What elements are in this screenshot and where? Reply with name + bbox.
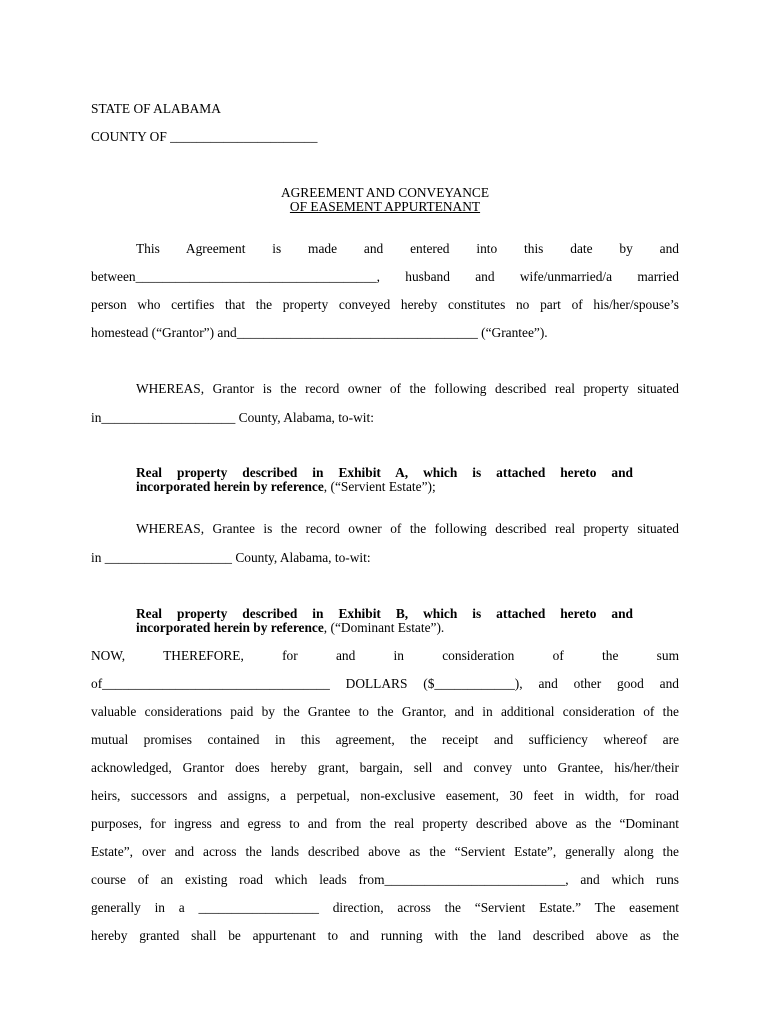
paragraph-4-line-2: of__________________________________ DOLLARS ($____________), and other good and xyxy=(91,676,679,691)
paragraph-4-line-11: hereby granted shall be appurtenant to and running with the land described above as the xyxy=(91,928,679,943)
exhibit-a-bold-text: incorporated herein by reference xyxy=(136,479,324,494)
paragraph-4-line-10: generally in a __________________ direction, across the “Servient Estate.” The easement xyxy=(91,900,679,915)
paragraph-3-line-1: WHEREAS, Grantee is the record owner of the following described real property situated xyxy=(136,521,679,536)
paragraph-4-line-7: purposes, for ingress and egress to and from the real property described above as the “Dominant xyxy=(91,816,679,831)
exhibit-b-line-2 xyxy=(136,620,633,636)
paragraph-4-line-3: valuable considerations paid by the Grantee to the Grantor, and in additional consideration of the xyxy=(91,704,679,719)
state-heading: STATE OF ALABAMA xyxy=(91,101,221,116)
county-heading: COUNTY OF ______________________ xyxy=(91,129,318,144)
paragraph-1-line-2: between____________________________________, husband and wife/unmarried/a married xyxy=(91,269,679,284)
exhibit-b-rest-text: , (“Dominant Estate”). xyxy=(323,620,445,635)
title-line-1: AGREEMENT AND CONVEYANCE xyxy=(280,185,490,200)
paragraph-2-line-2: in____________________ County, Alabama, to-wit: xyxy=(91,410,374,425)
exhibit-a-line-1: Real property described in Exhibit A, which is attached hereto and xyxy=(136,465,633,480)
paragraph-2-line-1: WHEREAS, Grantor is the record owner of the following described real property situated xyxy=(136,381,679,396)
exhibit-b-bold-text: incorporated herein by reference xyxy=(136,620,324,635)
paragraph-3-line-2: in ___________________ County, Alabama, to-wit: xyxy=(91,550,371,565)
paragraph-4-line-5: acknowledged, Grantor does hereby grant, bargain, sell and convey unto Grantee, his/her/their xyxy=(91,760,679,775)
paragraph-1-line-4: homestead (“Grantor”) and____________________________________ (“Grantee”). xyxy=(91,325,548,340)
paragraph-4-line-8: Estate”, over and across the lands described above as the “Servient Estate”, generally along the xyxy=(91,844,679,859)
paragraph-1-line-3: person who certifies that the property conveyed hereby constitutes no part of his/her/spouse’s xyxy=(91,297,679,312)
paragraph-4-line-6: heirs, successors and assigns, a perpetual, non-exclusive easement, 30 feet in width, for road xyxy=(91,788,679,803)
paragraph-4-line-1: NOW, THEREFORE, for and in consideration of the sum xyxy=(91,648,679,663)
exhibit-a-line-2 xyxy=(136,479,633,495)
exhibit-b-line-1: Real property described in Exhibit B, which is attached hereto and xyxy=(136,606,633,621)
paragraph-4-line-9: course of an existing road which leads from___________________________, and which runs xyxy=(91,872,679,887)
exhibit-a-rest-text: , (“Servient Estate”); xyxy=(323,479,436,494)
title-line-2-text: OF EASEMENT APPURTENANT xyxy=(289,199,481,214)
paragraph-1-line-1: This Agreement is made and entered into this date by and xyxy=(136,241,679,256)
title-line-2 xyxy=(91,199,679,215)
paragraph-4-line-4: mutual promises contained in this agreement, the receipt and sufficiency whereof are xyxy=(91,732,679,747)
